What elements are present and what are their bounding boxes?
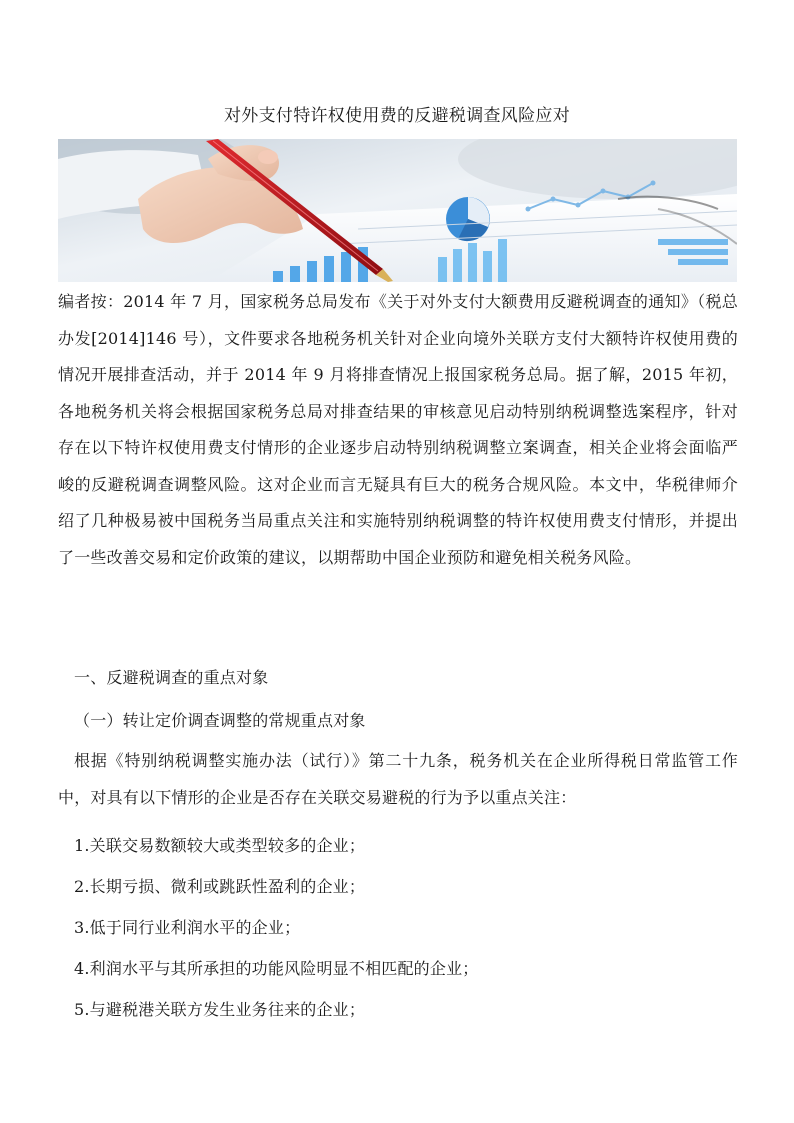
hand-pen-chart-image	[58, 139, 737, 282]
section-heading: 一、反避税调查的重点对象	[74, 668, 269, 687]
list-item: 1.关联交易数额较大或类型较多的企业；	[74, 836, 366, 855]
subsection-heading: （一）转让定价调查调整的常规重点对象	[74, 711, 366, 730]
list-item: 4.利润水平与其所承担的功能风险明显不相匹配的企业；	[74, 959, 479, 978]
list-item: 2.长期亏损、微利或跳跃性盈利的企业；	[74, 877, 366, 896]
header-photo	[58, 139, 737, 282]
paragraph: 根据《特别纳税调整实施办法（试行）》第二十九条，税务机关在企业所得税日常监管工作中，对具有以下情形的企业是否存在关联交易避税的行为予以重点关注：	[58, 751, 738, 807]
list-item: 3.低于同行业利润水平的企业；	[74, 918, 301, 937]
list-item: 5.与避税港关联方发生业务往来的企业；	[74, 1000, 366, 1019]
document-title: 对外支付特许权使用费的反避税调查风险应对	[224, 106, 570, 126]
editor-note: 编者按：2014 年 7 月，国家税务总局发布《关于对外支付大额费用反避税调查的通知》（税总办发[2014]146 号），文件要求各地税务机关针对企业向境外关联方支付大额特许权使用费的情况开展排查活动，并于 2014 年 9 月将排查情况上报国家税务总局。据了解，2015 年初，各地税务机关将会根据国家税务总局对排查结果的审核意见启动特别纳税调整选案程序，针对存在以下特许权使用费支付情形的企业逐步启动特别纳税调整立案调查，相关企业将会面临严峻的反避税调查调整风险。这对企业而言无疑具有巨大的税务合规风险。本文中，华税律师介绍了几种极易被中国税务当局重点关注和实施特别纳税调整的特许权使用费支付情形，并提出了一些改善交易和定价政策的建议，以期帮助中国企业预防和避免相关税务风险。	[58, 292, 738, 567]
